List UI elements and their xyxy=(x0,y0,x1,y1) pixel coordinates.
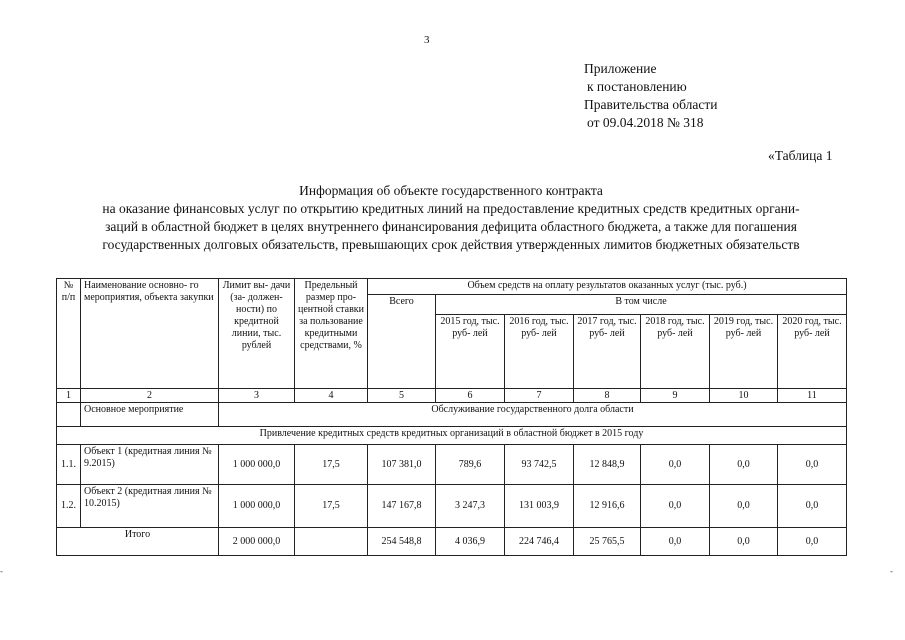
header-year: 2016 год, тыс. руб- лей xyxy=(505,315,574,389)
main-activity-name: Основное мероприятие xyxy=(81,403,219,427)
header-name: Наименование основно- го мероприятия, объекта закупки xyxy=(81,279,219,389)
margin-mark: - xyxy=(890,566,893,576)
title-line: государственных долговых обязательств, превышающих срок действия утвержденных лимитов бюджетных обязательств xyxy=(102,237,800,252)
main-activity-row xyxy=(57,403,847,427)
appendix-block xyxy=(584,60,717,132)
header-year: 2020 год, тыс. руб- лей xyxy=(778,315,847,389)
row-rate: 17,5 xyxy=(295,485,368,528)
row-name: Объект 1 (кредитная линия № 9.2015) xyxy=(81,445,219,485)
table-label: «Таблица 1 xyxy=(768,148,833,163)
header-year: 2019 год, тыс. руб- лей xyxy=(710,315,778,389)
column-number: 7 xyxy=(505,389,574,403)
title-line: на оказание финансовых услуг по открытию кредитных линий на предоставление кредитных средств кредитных органи- xyxy=(102,201,800,216)
header-limit: Лимит вы- дачи (за- должен- ности) по кредитной линии, тыс. рублей xyxy=(219,279,295,389)
column-number: 2 xyxy=(81,389,219,403)
row-year-value: 0,0 xyxy=(778,445,847,485)
page-number: 3 xyxy=(424,34,430,46)
appendix-line: Приложение xyxy=(584,61,657,76)
contract-table xyxy=(56,278,847,556)
row-year-value: 3 247,3 xyxy=(436,485,505,528)
header-year: 2018 год, тыс. руб- лей xyxy=(641,315,710,389)
appendix-line: Правительства области xyxy=(584,97,718,112)
total-total: 254 548,8 xyxy=(368,528,436,556)
row-year-value: 789,6 xyxy=(436,445,505,485)
title-line: заций в областной бюджет в целях внутреннего финансирования дефицита областного бюджета, а также для погашения xyxy=(105,219,797,234)
column-number: 9 xyxy=(641,389,710,403)
total-limit: 2 000 000,0 xyxy=(219,528,295,556)
row-total: 107 381,0 xyxy=(368,445,436,485)
total-year-value: 0,0 xyxy=(778,528,847,556)
column-number: 11 xyxy=(778,389,847,403)
total-year-value: 4 036,9 xyxy=(436,528,505,556)
document-title xyxy=(40,182,862,254)
total-year-value: 25 765,5 xyxy=(574,528,641,556)
section-title: Привлечение кредитных средств кредитных организаций в областной бюджет в 2015 году xyxy=(57,427,847,445)
total-label: Итого xyxy=(57,528,219,556)
row-year-value: 0,0 xyxy=(778,485,847,528)
row-year-value: 12 848,9 xyxy=(574,445,641,485)
row-name: Объект 2 (кредитная линия № 10.2015) xyxy=(81,485,219,528)
appendix-line: от 09.04.2018 № 318 xyxy=(587,115,704,130)
margin-mark: - xyxy=(0,566,3,576)
row-num: 1.2. xyxy=(57,485,81,528)
table-row xyxy=(57,485,847,528)
main-activity-value: Обслуживание государственного долга области xyxy=(219,403,847,427)
header-total: Всего xyxy=(368,295,436,389)
row-year-value: 12 916,6 xyxy=(574,485,641,528)
appendix-line: к постановлению xyxy=(587,79,687,94)
column-number: 5 xyxy=(368,389,436,403)
column-number: 4 xyxy=(295,389,368,403)
column-number: 1 xyxy=(57,389,81,403)
total-row xyxy=(57,528,847,556)
title-line: Информация об объекте государственного контракта xyxy=(299,183,603,198)
header-year: 2017 год, тыс. руб- лей xyxy=(574,315,641,389)
total-year-value: 0,0 xyxy=(710,528,778,556)
row-num: 1.1. xyxy=(57,445,81,485)
row-year-value: 0,0 xyxy=(641,485,710,528)
total-rate xyxy=(295,528,368,556)
header-rate: Предельный размер про- центной ставки за пользование кредитными средствами, % xyxy=(295,279,368,389)
header-year: 2015 год, тыс. руб- лей xyxy=(436,315,505,389)
column-number: 10 xyxy=(710,389,778,403)
column-numbers-row xyxy=(57,389,847,403)
row-rate: 17,5 xyxy=(295,445,368,485)
row-year-value: 0,0 xyxy=(710,485,778,528)
row-limit: 1 000 000,0 xyxy=(219,485,295,528)
header-including: В том числе xyxy=(436,295,847,315)
row-year-value: 93 742,5 xyxy=(505,445,574,485)
row-year-value: 0,0 xyxy=(710,445,778,485)
header-row xyxy=(57,279,847,295)
column-number: 6 xyxy=(436,389,505,403)
section-row xyxy=(57,427,847,445)
total-year-value: 0,0 xyxy=(641,528,710,556)
header-volume: Объем средств на оплату результатов оказанных услуг (тыс. руб.) xyxy=(368,279,847,295)
main-activity-num xyxy=(57,403,81,427)
column-number: 3 xyxy=(219,389,295,403)
row-year-value: 0,0 xyxy=(641,445,710,485)
row-year-value: 131 003,9 xyxy=(505,485,574,528)
header-num: № п/п xyxy=(57,279,81,389)
column-number: 8 xyxy=(574,389,641,403)
total-year-value: 224 746,4 xyxy=(505,528,574,556)
table-row xyxy=(57,445,847,485)
row-limit: 1 000 000,0 xyxy=(219,445,295,485)
row-total: 147 167,8 xyxy=(368,485,436,528)
